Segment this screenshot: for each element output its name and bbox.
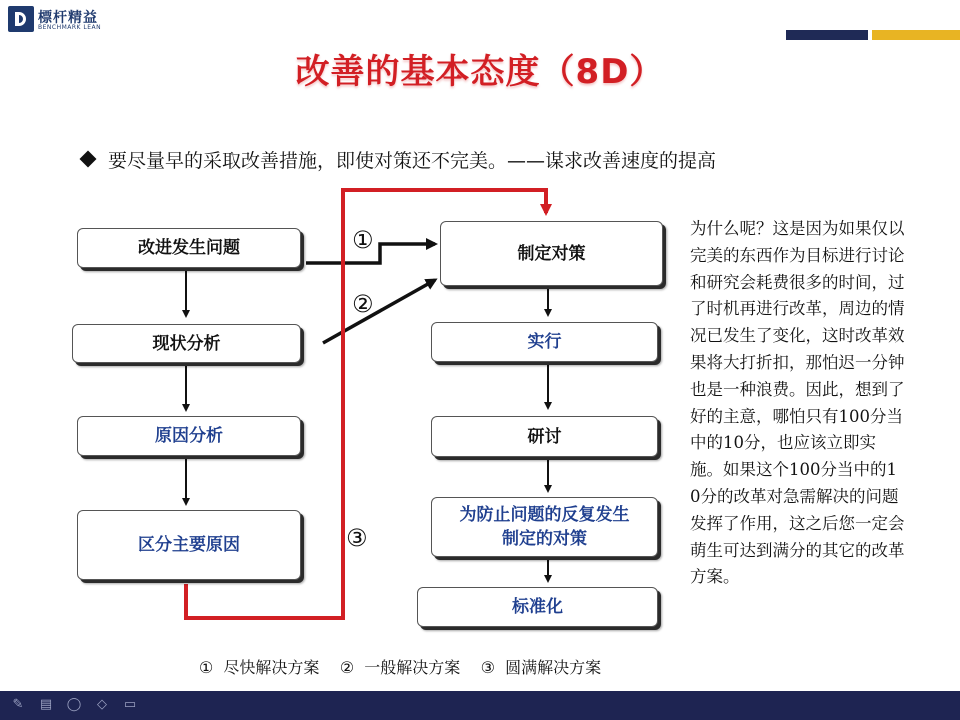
step-cause-analysis: 原因分析 bbox=[77, 416, 301, 456]
logo-name-en: BENCHMARK LEAN bbox=[38, 24, 102, 31]
step-review: 研讨 bbox=[431, 416, 658, 457]
slides-icon[interactable]: ▤ bbox=[39, 697, 53, 712]
marker-3: ③ bbox=[346, 524, 368, 552]
marker-2: ② bbox=[352, 290, 374, 318]
pointer-icon[interactable]: ◇ bbox=[97, 697, 107, 712]
footer-bar bbox=[0, 691, 960, 720]
logo-name-cn: 標杆精益 bbox=[38, 10, 98, 26]
solution-legend: ① 尽快解决方案 ② 一般解决方案 ③ 圆满解决方案 bbox=[198, 658, 602, 677]
step-execute: 实行 bbox=[431, 322, 658, 362]
step-prevent-recurrence: 为防止问题的反复发生制定的对策 bbox=[431, 497, 658, 557]
step-improve-problem: 改进发生问题 bbox=[77, 228, 301, 268]
slide-title: 改善的基本态度（8D） bbox=[295, 52, 665, 92]
path-2-arrow bbox=[323, 280, 435, 343]
step-make-countermeasure: 制定对策 bbox=[440, 221, 663, 286]
bullet-text: 要尽量早的采取改善措施，即使对策还不完美。——谋求改善速度的提高 bbox=[108, 150, 717, 172]
explanation-paragraph: 为什么呢？这是因为如果仅以完美的东西作为目标进行讨论和研究会耗费很多的时间，过了时机再进行改革，周边的情况已发生了变化，这时改革效果将大打折扣，那怕迟一分钟也是一种浪费。因此，想到了好的主意，哪怕只有100分当中的10分，也应该立即实施。如果这个100分当中的10分的改革对急需解决的问题发挥了作用，这之后您一定会萌生可达到满分的其它的改革方案。 bbox=[690, 219, 905, 587]
marker-1: ① bbox=[352, 226, 374, 254]
step-main-cause: 区分主要原因 bbox=[77, 510, 301, 580]
eraser-icon[interactable]: ◯ bbox=[66, 697, 82, 712]
step-status-analysis: 现状分析 bbox=[72, 324, 301, 363]
menu-icon[interactable]: ▭ bbox=[123, 697, 137, 712]
pen-icon[interactable]: ✎ bbox=[12, 697, 24, 712]
step-standardize: 标准化 bbox=[417, 587, 658, 627]
